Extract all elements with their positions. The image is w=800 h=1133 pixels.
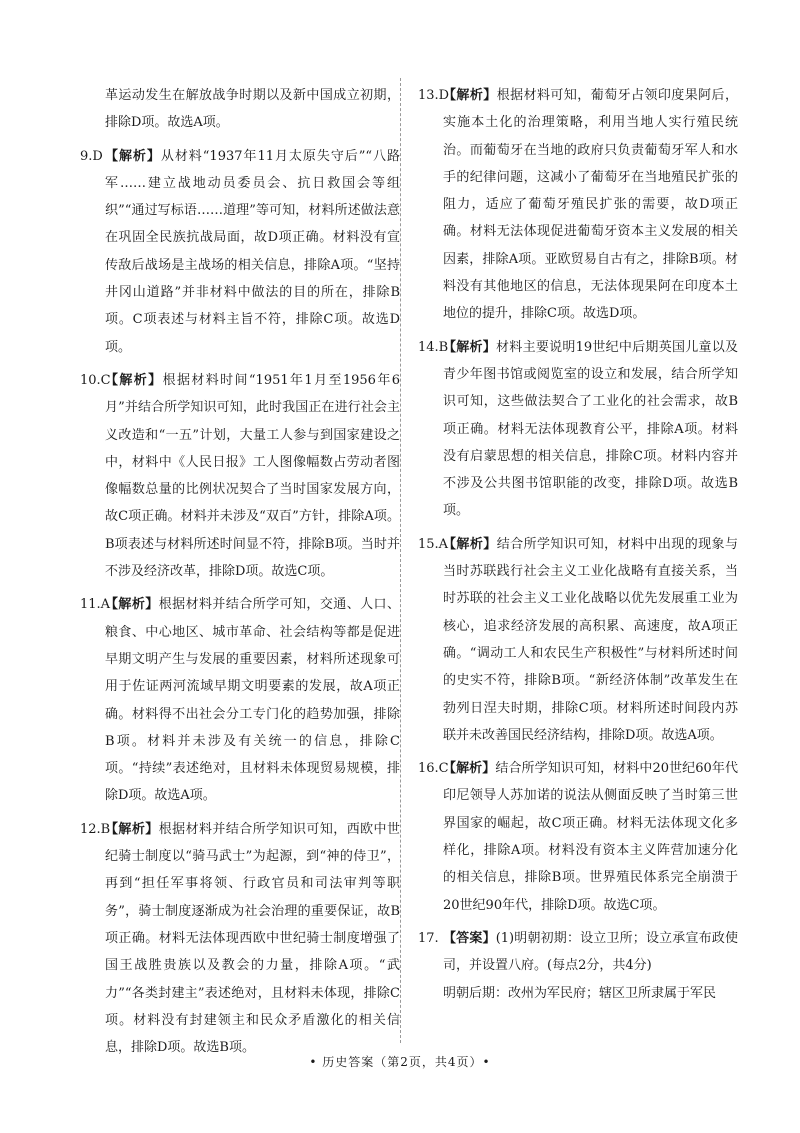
item-text: 根据材料时间“1951年1月至1956年6月”并结合所学知识可知，此时我国正在进行社会主义改造和“一五”计划，大量工人参与到国家建设之中，材料中《人民日报》工人图像幅数占劳动者图像幅数总量的比例状况契合了当时国家发展方向，故C项正确。材料并未涉及“双百”方针，排除A项。B项表述与材料所述时间显不符，排除B项。当时并不涉及经济改革，排除D项。故选C项。	[105, 372, 400, 580]
left-column	[80, 82, 400, 1067]
item-text: 从材料“1937年11月太原失守后”“八路军……建立战地动员委员会、抗日救国会等组织”“通过写标语……道理”等可知，材料所述做法意在巩固全民族抗战局面，故D项正确。材料没有宣传敌后战场是主战场的相关信息，排除A项。“坚持井冈山道路”并非材料中做法的目的所在，排除B项。C项表述与材料主旨不符，排除C项。故选D项。	[105, 148, 400, 355]
item-text: 革运动发生在解放战争时期以及新中国成立初期，排除D项。故选A项。	[105, 88, 400, 131]
list-item	[418, 755, 738, 919]
item-tag: 【答案】	[443, 930, 496, 946]
list-item	[80, 82, 400, 137]
right-column	[418, 82, 738, 1013]
item-tag: 【解析】	[443, 761, 496, 777]
item-tag: 【解析】	[443, 536, 497, 552]
item-number: 9.D	[80, 148, 103, 164]
list-item	[418, 925, 738, 980]
item-text: 根据材料并结合所学可知，交通、人口、粮食、中心地区、城市革命、社会结构等都是促进早期文明产生与发展的重要因素，材料所述现象可用于佐证两河流域早期文明要素的发展，故A项正确。材料得不出社会分工专门化的趋势加强，排除B项。材料并未涉及有关统一的信息，排除C项。“持续”表述绝对，且材料未体现贸易规模，排除D项。故选A项。	[105, 597, 400, 804]
item-number: 13.D	[418, 88, 450, 103]
item-number: 15.A	[418, 536, 449, 552]
item-tag: 【解析】	[105, 148, 161, 164]
list-item	[80, 591, 400, 809]
list-item	[418, 334, 738, 525]
item-number: 12.B	[80, 821, 111, 837]
list-item	[80, 816, 400, 1062]
item-number: 17.	[418, 930, 439, 946]
item-number: 10.C	[80, 372, 111, 388]
list-item	[80, 367, 400, 585]
item-text: 明朝后期：改州为军民府；辖区卫所隶属于军民	[443, 985, 717, 1001]
item-text: 结合所学知识可知，材料中出现的现象与当时苏联践行社会主义工业化战略有直接关系，当时苏联的社会主义工业化战略以优先发展重工业为核心，追求经济发展的高积累、高速度，故A项正确。“调动工人和农民生产积极性”与材料所述时间的史实不符，排除B项。“新经济体制”改革发生在勃列日涅夫时期，排除C项。材料所述时间段内苏联并未改善国民经济结构，排除D项。故选A项。	[443, 536, 738, 743]
list-item	[418, 980, 738, 1007]
list-item	[418, 82, 738, 328]
item-text: 根据材料可知，葡萄牙占领印度果阿后，实施本土化的治理策略，利用当地人实行殖民统治。而葡萄牙在当地的政府只负责葡萄牙军人和水手的纪律问题，这减小了葡萄牙在当地殖民扩张的阻力，适应了葡萄牙殖民扩张的需要，故D项正确。材料无法体现促进葡萄牙资本主义发展的相关因素，排除A项。亚欧贸易自古有之，排除B项。材料没有其他地区的信息，无法体现果阿在印度本土地位的提升，排除C项。故选D项。	[443, 88, 738, 322]
item-text: 结合所学知识可知，材料中20世纪60年代印尼领导人苏加诺的说法从侧面反映了当时第三世界国家的崛起，故C项正确。材料无法体现文化多样化，排除A项。材料没有资本主义阵营加速分化的相关信息，排除B项。世界殖民体系完全崩溃于20世纪90年代，排除D项。故选C项。	[443, 761, 738, 913]
item-text: 材料主要说明19世纪中后期英国儿童以及青少年图书馆或阅览室的设立和发展，结合所学知识可知，这些做法契合了工业化的社会需求，故B项正确。材料无法体现教育公平，排除A项。材料没有启蒙思想的相关信息，排除C项。材料内容并不涉及公共图书馆职能的改变，排除D项。故选B项。	[443, 339, 738, 519]
list-item	[80, 143, 400, 361]
item-number: 11.A	[80, 597, 111, 613]
list-item	[418, 531, 738, 749]
item-tag: 【解析】	[105, 372, 163, 388]
item-tag: 【解析】	[443, 339, 497, 355]
item-tag: 【解析】	[105, 821, 159, 837]
item-text: 根据材料并结合所学知识可知，西欧中世纪骑士制度以“骑马武士”为起源，到“神的侍卫”，再到“担任军事将领、行政官员和司法审判等职务”，骑士制度逐渐成为社会治理的重要保证，故B项正确。材料无法体现西欧中世纪骑士制度增强了国王战胜贵族以及教会的力量，排除A项。“武力”“各类封建主”表述绝对，且材料未体现，排除C项。材料没有封建领主和民众矛盾激化的相关信息，排除D项。故选B项。	[105, 821, 400, 1056]
column-divider	[400, 78, 401, 1043]
item-number: 14.B	[418, 339, 449, 355]
item-tag: 【解析】	[443, 88, 497, 103]
item-text: (1)明朝初期：设立卫所；设立承宣布政使司，并设置八府。(每点2分，共4分)	[443, 930, 738, 974]
page-footer: • 历史答案（第2页，共4页）•	[309, 1055, 491, 1069]
item-tag: 【解析】	[105, 597, 159, 613]
item-number: 16.C	[418, 761, 449, 777]
